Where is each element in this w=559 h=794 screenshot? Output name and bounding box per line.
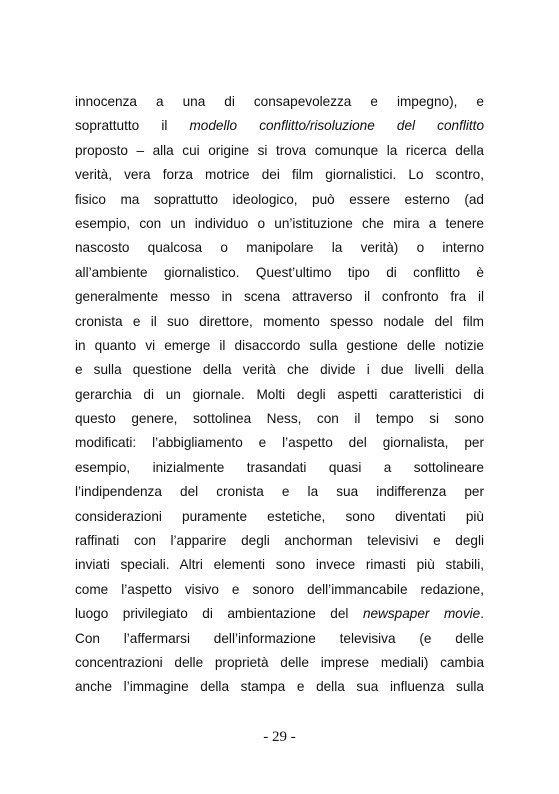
text-segment: verità, vera forza motrice dei film giornalistici. Lo scontro, bbox=[75, 167, 484, 183]
text-line bbox=[75, 456, 484, 480]
text-segment: e sulla questione della verità che divide i due livelli della bbox=[75, 362, 484, 378]
text-line bbox=[75, 431, 484, 455]
text-segment: esempio, con un individuo o un’istituzione che mira a tenere bbox=[75, 215, 484, 231]
text-line bbox=[75, 383, 484, 407]
text-line bbox=[75, 90, 484, 114]
text-segment: gerarchia di un giornale. Molti degli aspetti caratteristici di bbox=[75, 386, 484, 402]
text-segment: . bbox=[480, 606, 484, 622]
text-line bbox=[75, 505, 484, 529]
text-segment: proposto – alla cui origine si trova comunque la ricerca della bbox=[75, 142, 484, 158]
text-line bbox=[75, 627, 484, 651]
text-segment: considerazioni puramente estetiche, sono diventati più bbox=[75, 508, 484, 524]
text-segment: anche l’immagine della stampa e della sua influenza sulla bbox=[75, 679, 484, 695]
text-segment: innocenza a una di consapevolezza e impegno), e bbox=[75, 94, 484, 109]
body-paragraph bbox=[75, 90, 484, 700]
text-segment: esempio, inizialmente trasandati quasi a sottolineare bbox=[75, 459, 484, 475]
text-line bbox=[75, 334, 484, 358]
text-segment: come l’aspetto visivo e sonoro dell’immancabile redazione, bbox=[75, 581, 484, 597]
page-number: - 29 - bbox=[263, 729, 296, 745]
text-segment: questo genere, sottolinea Ness, con il tempo si sono bbox=[75, 411, 484, 427]
text-line bbox=[75, 163, 484, 187]
italic-phrase: modello conflitto/risoluzione del conflitto bbox=[189, 118, 484, 134]
text-line bbox=[75, 480, 484, 504]
text-segment: fisico ma soprattutto ideologico, può essere esterno (ad bbox=[75, 191, 484, 207]
text-line bbox=[75, 188, 484, 212]
text-line bbox=[75, 407, 484, 431]
text-line bbox=[75, 310, 484, 334]
text-line bbox=[75, 139, 484, 163]
text-segment: in quanto vi emerge il disaccordo sulla gestione delle notizie bbox=[75, 337, 484, 353]
text-segment: Con l’affermarsi dell’informazione televisiva (e delle bbox=[75, 630, 484, 646]
italic-phrase: newspaper movie bbox=[362, 606, 481, 622]
text-segment: luogo privilegiato di ambientazione del bbox=[75, 606, 363, 622]
text-line bbox=[75, 261, 484, 285]
text-segment: modificati: l’abbigliamento e l’aspetto del giornalista, per bbox=[75, 435, 484, 451]
text-line bbox=[75, 529, 484, 553]
text-segment: l’indipendenza del cronista e la sua indifferenza per bbox=[75, 484, 484, 500]
text-line bbox=[75, 578, 484, 602]
text-line bbox=[75, 285, 484, 309]
text-line bbox=[75, 358, 484, 382]
text-segment: inviati speciali. Altri elementi sono invece rimasti più stabili, bbox=[75, 557, 484, 573]
text-line bbox=[75, 651, 484, 675]
text-segment: all’ambiente giornalistico. Quest’ultimo tipo di conflitto è bbox=[75, 264, 484, 280]
text-line bbox=[75, 236, 484, 260]
text-line bbox=[75, 114, 484, 138]
text-segment: nascosto qualcosa o manipolare la verità) o interno bbox=[75, 240, 484, 256]
text-line bbox=[75, 553, 484, 577]
text-line bbox=[75, 212, 484, 236]
text-segment: raffinati con l’apparire degli anchorman televisivi e degli bbox=[75, 533, 484, 549]
text-line bbox=[75, 675, 484, 699]
text-segment: concentrazioni delle proprietà delle imprese mediali) cambia bbox=[75, 654, 484, 670]
text-segment: cronista e il suo direttore, momento spesso nodale del film bbox=[75, 313, 484, 329]
text-segment: generalmente messo in scena attraverso il confronto fra il bbox=[75, 289, 484, 305]
text-line bbox=[75, 602, 484, 626]
text-segment: soprattutto il bbox=[75, 118, 190, 134]
